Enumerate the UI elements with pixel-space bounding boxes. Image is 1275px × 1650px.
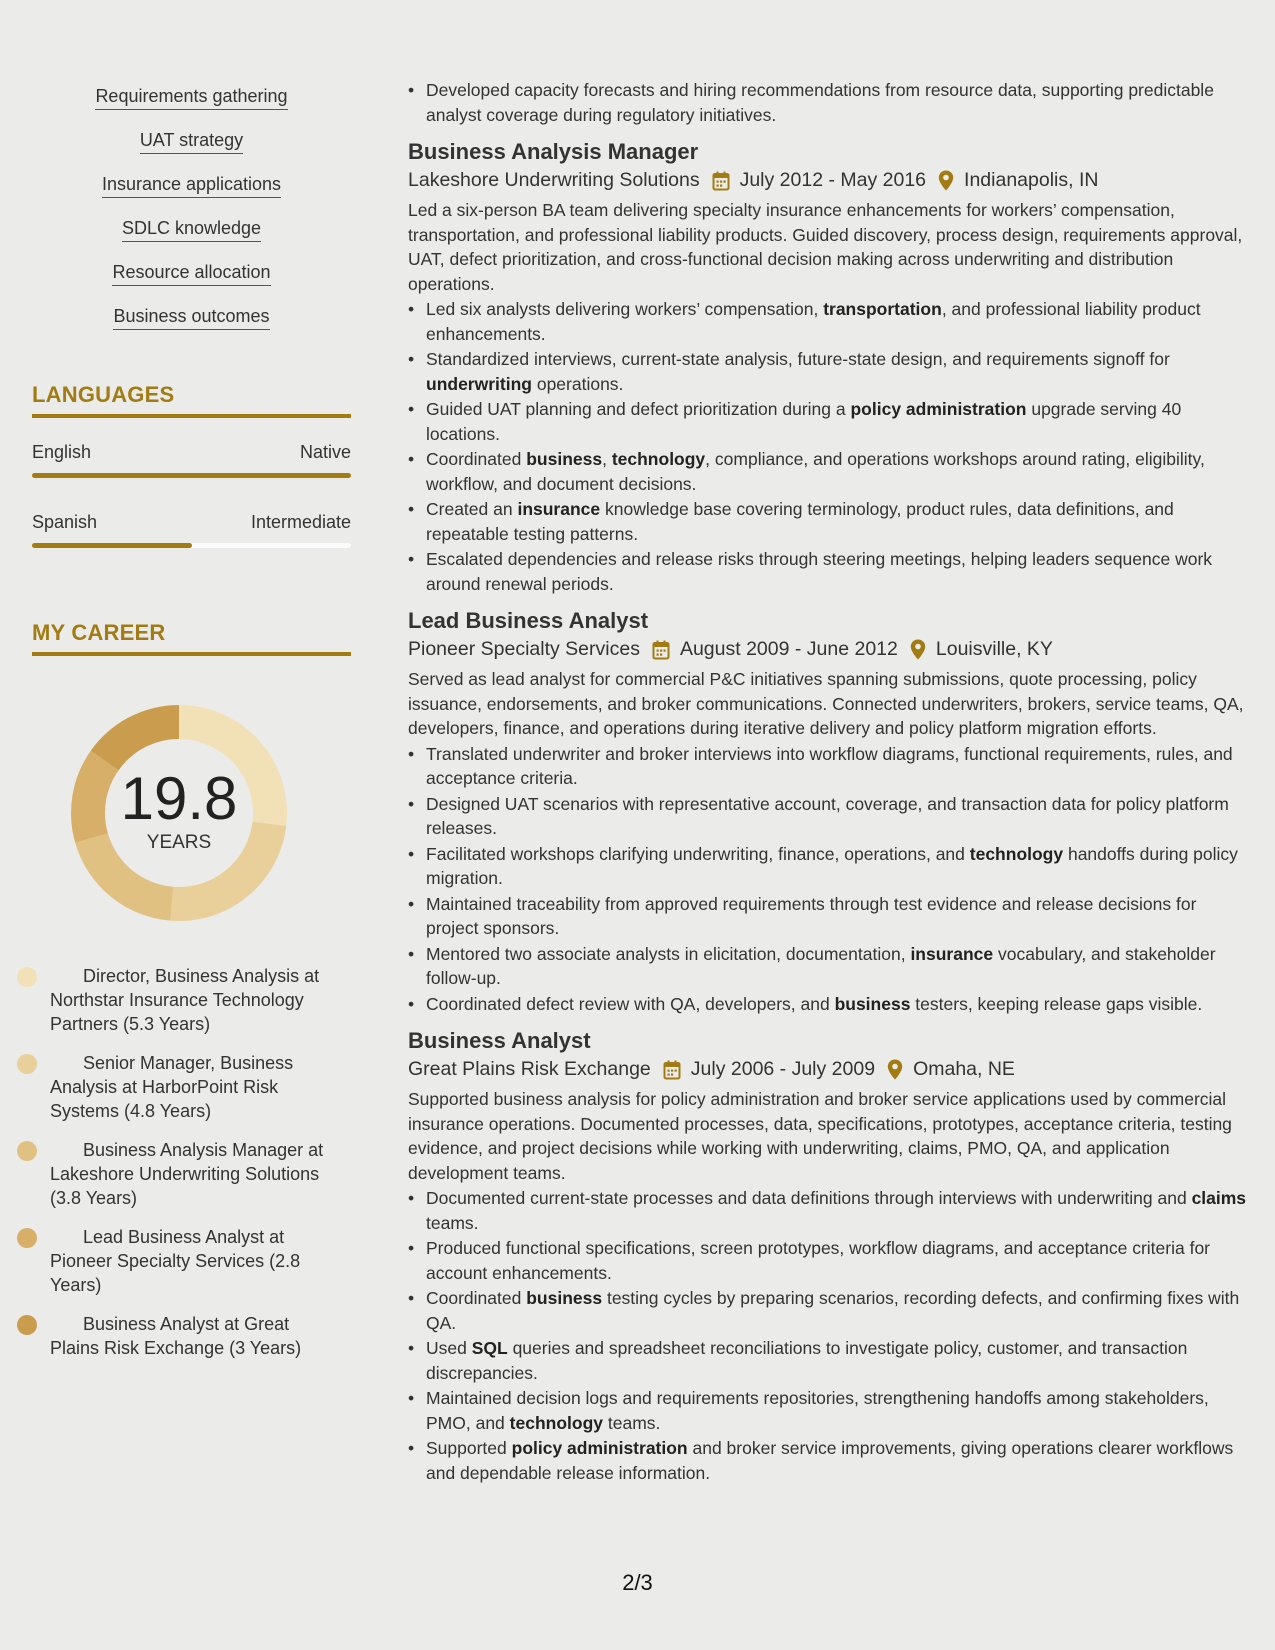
keyword: underwriting [426, 373, 532, 394]
language-item [32, 512, 351, 548]
job-meta [408, 638, 1253, 661]
bullet-item: • Coordinated business testing cycles by preparing scenarios, recording defects, and confirming fixes with QA. [426, 1286, 1253, 1335]
job-entry [408, 139, 1253, 596]
skill-item [32, 216, 351, 242]
career-total-years: 19.8 [120, 765, 238, 832]
keyword: policy administration [511, 1438, 688, 1458]
legend-dot [17, 1141, 37, 1161]
bullet-item: • Used SQL queries and spreadsheet reconciliations to investigate policy, customer, and transaction discrepancies. [426, 1336, 1253, 1385]
career-legend-item [50, 1312, 325, 1360]
job-dates: July 2006 - July 2009 [690, 1058, 876, 1080]
skill-label: SDLC knowledge [122, 216, 261, 242]
language-bar [32, 473, 351, 478]
calendar-icon [652, 640, 670, 660]
career-legend-item [50, 1051, 325, 1123]
company-name: Pioneer Specialty Services [408, 638, 640, 660]
bullet-item: • Mentored two associate analysts in elicitation, documentation, insurance vocabulary, and stakeholder follow-up. [426, 942, 1253, 991]
job-meta [408, 1058, 1253, 1081]
skill-item [32, 260, 351, 286]
language-bar-fill [32, 543, 192, 548]
skill-label: Requirements gathering [95, 84, 287, 110]
bullet-item: • Created an insurance knowledge base covering terminology, product rules, data definitions, and repeatable testing patterns. [426, 497, 1253, 546]
language-level: Native [299, 442, 351, 462]
job-meta [408, 169, 1253, 192]
job-title: Lead Business Analyst [408, 608, 649, 633]
donut-center [64, 765, 294, 854]
career-legend-item [50, 1225, 325, 1297]
keyword: business [526, 1288, 603, 1308]
language-bar [32, 543, 351, 548]
legend-label: Senior Manager, Business Analysis at HarborPoint Risk Systems (4.8 Years) [50, 1053, 294, 1121]
job-summary: Led a six-person BA team delivering specialty insurance enhancements for workers’ compensation, transportation, and professional liability products. Guided discovery, process design, requirements approval, UAT, defect prioritization, and cross-functional decision making across underwriting and distribution operations. [408, 200, 1243, 294]
bullet-item: • Coordinated business, technology, compliance, and operations workshops around rating, eligibility, workflow, and document decisions. [426, 447, 1253, 496]
skill-label: Resource allocation [112, 260, 270, 286]
job-location: Indianapolis, IN [964, 169, 1099, 191]
keyword: technology [509, 1412, 603, 1433]
job-summary: Served as lead analyst for commercial P&C initiatives spanning submissions, quote processing, policy issuance, endorsements, and broker communications. Connected underwriters, brokers, service teams, QA, developers, finance, and operations during iterative delivery and policy platform migration efforts. [408, 669, 1244, 738]
bullet-item: • Facilitated workshops clarifying underwriting, finance, operations, and technology handoffs during policy migration. [426, 842, 1253, 891]
left-column [32, 84, 351, 1375]
legend-dot [17, 967, 37, 987]
keyword: transportation [823, 299, 942, 319]
bullet-item: • Designed UAT scenarios with representative account, coverage, and transaction data for policy platform releases. [426, 792, 1253, 841]
skill-label: UAT strategy [140, 128, 243, 154]
job-dates: July 2012 - May 2016 [739, 169, 927, 191]
career-legend-item [50, 1138, 325, 1210]
bullet-item: • Documented current-state processes and data definitions through interviews with underwriting and claims teams. [426, 1186, 1253, 1235]
legend-label: Lead Business Analyst at Pioneer Specialty Services (2.8 Years) [50, 1227, 301, 1295]
job-location: Louisville, KY [935, 638, 1053, 660]
languages-list [32, 442, 351, 548]
skill-item [32, 304, 351, 330]
career-years-unit: YEARS [146, 832, 212, 853]
skill-item [32, 128, 351, 154]
bullet-item: • Standardized interviews, current-state analysis, future-state design, and requirements signoff for underwriting operations. [426, 347, 1253, 396]
language-bar-fill [32, 473, 351, 478]
legend-label: Director, Business Analysis at Northstar Insurance Technology Partners (5.3 Years) [50, 966, 320, 1034]
career-title: MY CAREER [32, 620, 351, 656]
map-pin-icon [938, 170, 954, 191]
skill-label: Insurance applications [102, 172, 281, 198]
bullet-item: • Maintained decision logs and requirements repositories, strengthening handoffs among stakeholders, PMO, and technology teams. [426, 1386, 1253, 1435]
map-pin-icon [887, 1059, 903, 1080]
job-entry [408, 1028, 1253, 1485]
right-column [408, 78, 1253, 1486]
job-summary: Supported business analysis for policy administration and broker service applications used by commercial insurance operations. Documented processes, data, specifications, prototypes, acceptance criteria, testing evidence, and project decisions while working with underwriting, claims, PMO, QA, and application development teams. [408, 1089, 1232, 1183]
language-level: Intermediate [250, 512, 351, 532]
language-name: Spanish [32, 512, 98, 532]
bullet-item: • Led six analysts delivering workers’ compensation, transportation, and professional liability product enhancements. [426, 297, 1253, 346]
previous-job-bullets [408, 78, 1253, 127]
career-legend-item [50, 964, 325, 1036]
keyword: claims [1191, 1188, 1247, 1208]
job-bullets [408, 1186, 1253, 1485]
keyword: technology [969, 843, 1064, 864]
bullet-item: • Developed capacity forecasts and hiring recommendations from resource data, supporting predictable analyst coverage during regulatory initiatives. [426, 78, 1253, 127]
skills-list [32, 84, 351, 330]
job-bullets [408, 742, 1253, 1017]
map-pin-icon [910, 639, 926, 660]
language-row [32, 512, 351, 533]
bullet-item: • Coordinated defect review with QA, developers, and business testers, keeping release gaps visible. [426, 992, 1253, 1017]
bullet-item: • Escalated dependencies and release risks through steering meetings, helping leaders sequence work around renewal periods. [426, 547, 1253, 596]
career-legend [50, 964, 325, 1360]
keyword: technology [611, 449, 706, 469]
bullet-item: • Translated underwriter and broker interviews into workflow diagrams, functional requirements, rules, and acceptance criteria. [426, 742, 1253, 791]
language-name: English [32, 442, 92, 462]
languages-section [32, 382, 351, 548]
experience-list [408, 139, 1253, 1485]
page-number: 2/3 [622, 1570, 653, 1595]
language-item [32, 442, 351, 478]
languages-title: LANGUAGES [32, 382, 351, 418]
job-title: Business Analyst [408, 1028, 591, 1053]
calendar-icon [712, 171, 730, 191]
keyword: insurance [517, 499, 601, 519]
company-name: Great Plains Risk Exchange [408, 1058, 651, 1080]
skill-item [32, 84, 351, 110]
keyword: insurance [910, 943, 994, 964]
bullet-item: • Maintained traceability from approved requirements through test evidence and release decisions for project sponsors. [426, 892, 1253, 941]
job-entry [408, 608, 1253, 1016]
legend-label: Business Analyst at Great Plains Risk Exchange (3 Years) [50, 1314, 302, 1358]
calendar-icon [663, 1060, 681, 1080]
career-section [32, 620, 351, 1360]
bullet-item: • Guided UAT planning and defect prioritization during a policy administration upgrade serving 40 locations. [426, 397, 1253, 446]
keyword: business [526, 449, 603, 469]
legend-dot [17, 1228, 37, 1248]
job-location: Omaha, NE [913, 1058, 1015, 1080]
bullet-item: • Supported policy administration and broker service improvements, giving operations clearer workflows and dependable release information. [426, 1436, 1253, 1485]
skill-label: Business outcomes [113, 304, 269, 330]
keyword: SQL [471, 1338, 508, 1358]
keyword: policy administration [850, 399, 1027, 419]
job-title: Business Analysis Manager [408, 139, 699, 164]
company-name: Lakeshore Underwriting Solutions [408, 169, 700, 191]
legend-dot [17, 1054, 37, 1074]
bullet-item: • Produced functional specifications, screen prototypes, workflow diagrams, and acceptance criteria for account enhancements. [426, 1236, 1253, 1285]
skill-item [32, 172, 351, 198]
legend-label: Business Analysis Manager at Lakeshore Underwriting Solutions (3.8 Years) [50, 1140, 324, 1208]
job-bullets [408, 297, 1253, 596]
job-dates: August 2009 - June 2012 [679, 638, 898, 660]
language-row [32, 442, 351, 463]
legend-dot [17, 1315, 37, 1335]
career-donut-chart [64, 698, 294, 928]
keyword: business [834, 993, 911, 1014]
